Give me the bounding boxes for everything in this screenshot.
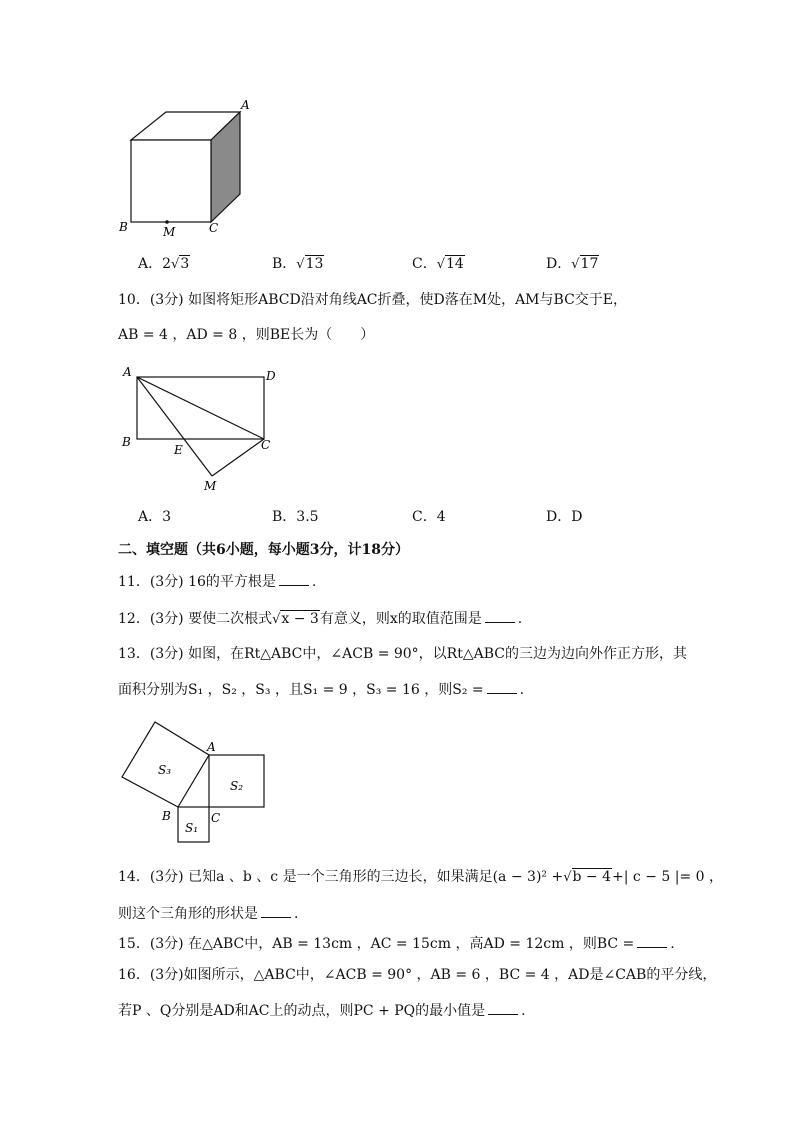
q13-end: . <box>519 682 525 698</box>
q16-end: . <box>521 1003 526 1019</box>
section-heading: 二、填空题（共6小题，每小题3分，计18分） <box>118 542 409 558</box>
q11-text: 11．(3分) 16的平方根是 <box>118 574 276 590</box>
answer-blank[interactable] <box>279 571 309 586</box>
q10-option-c[interactable]: C．4 <box>412 509 446 525</box>
q12-text: 12．(3分) 要使二次根式 <box>118 611 273 627</box>
q14-end: . <box>294 906 299 922</box>
sqrt-sign: √ <box>563 870 572 885</box>
q12 <box>118 608 522 630</box>
label-b: B <box>122 435 131 449</box>
q15 <box>118 933 675 954</box>
pythagoras-squares-figure <box>110 710 280 850</box>
diagonal-ac <box>137 377 264 439</box>
label-b: B <box>162 809 171 823</box>
label-a: A <box>241 98 250 112</box>
sqrt-sign: √ <box>272 612 281 627</box>
q10-line2: AB = 4 ，AD = 8 ，则BE长为（ ） <box>118 327 375 343</box>
label-e: E <box>174 443 183 457</box>
q10-option-d[interactable]: D．D <box>546 509 583 525</box>
q14-line2 <box>118 903 298 924</box>
q9-option-a[interactable] <box>138 254 190 275</box>
label-s1: S₁ <box>185 821 199 835</box>
sqrt-sign: √ <box>436 257 446 272</box>
q14-line1 <box>118 867 723 888</box>
q14-text2: +| c − 5 |= 0 ， <box>612 869 723 885</box>
q14-text3: 则这个三角形的形状是 <box>118 906 258 922</box>
q16-line2 <box>118 1000 526 1021</box>
answer-blank[interactable] <box>485 608 515 623</box>
q16-line1: 16．(3分)如图所示，△ABC中，∠ACB = 90° ，AB = 6 ，BC = 4 ，AD是∠CAB的平分线， <box>118 967 717 983</box>
sqrt-sign: √ <box>171 257 180 272</box>
label-m: M <box>163 225 176 239</box>
radicand: 3 <box>180 256 190 272</box>
point-m <box>165 220 169 224</box>
q13-line2 <box>118 679 524 700</box>
label-c: C <box>211 811 221 825</box>
radicand: b − 4 <box>572 869 611 885</box>
q9-option-c[interactable] <box>412 254 465 275</box>
sqrt-sign: √ <box>571 257 580 272</box>
q12-end: . <box>517 611 523 627</box>
label-m: M <box>204 479 217 493</box>
q10-option-b[interactable]: B．3.5 <box>272 509 319 525</box>
radicand: 17 <box>580 256 599 272</box>
label-c: C <box>209 221 219 235</box>
radicand: 13 <box>305 256 324 272</box>
q15-text: 15．(3分) 在△ABC中，AB = 13cm ，AC = 15cm ，高AD = 12cm ，则BC = <box>118 936 635 952</box>
option-label: C． <box>412 256 437 272</box>
rectangle-fold-figure <box>112 360 292 500</box>
q13-line1: 13．(3分) 如图，在Rt△ABC中，∠ACB = 90°，以Rt△ABC的三边为边向外作正方形，其 <box>118 646 687 662</box>
q14-text: 14．(3分) 已知a 、b 、c 是一个三角形的三边长，如果满足(a − 3)² + <box>118 869 564 885</box>
label-c: C <box>261 438 271 452</box>
q16-text: 若P 、Q分别是AD和AC上的动点，则PC + PQ的最小值是 <box>118 1003 486 1019</box>
label-s3: S₃ <box>158 763 172 777</box>
radicand: x − 3 <box>281 611 319 627</box>
q15-end: . <box>670 936 675 952</box>
answer-blank[interactable] <box>488 1000 518 1015</box>
segment-mc <box>212 439 264 476</box>
answer-blank[interactable] <box>637 933 667 948</box>
label-b: B <box>119 220 128 234</box>
q9-option-d[interactable] <box>546 254 599 275</box>
q10-option-a[interactable]: A．3 <box>138 509 172 525</box>
radicand: 14 <box>446 256 464 272</box>
label-s2: S₂ <box>230 779 244 793</box>
option-label: A．2 <box>138 256 172 272</box>
q10-line1: 10．(3分) 如图将矩形ABCD沿对角线AC折叠，使D落在M处，AM与BC交于E， <box>118 292 627 308</box>
option-label: D． <box>546 256 572 272</box>
label-a: A <box>207 740 216 754</box>
label-d: D <box>266 369 276 383</box>
q11 <box>118 571 316 592</box>
cube-front-face <box>131 140 211 222</box>
answer-blank[interactable] <box>261 903 291 918</box>
q13-text: 面积分别为S₁ ，S₂ ，S₃ ，且S₁ = 9 ，S₃ = 16 ，则S₂ = <box>118 682 484 698</box>
cube-figure <box>110 95 270 245</box>
q9-option-b[interactable] <box>272 254 324 275</box>
segment-am <box>137 377 212 476</box>
sqrt-sign: √ <box>296 257 305 272</box>
option-label: B． <box>272 256 297 272</box>
label-a: A <box>123 365 132 379</box>
q11-end: . <box>311 574 317 590</box>
q12-text2: 有意义，则x的取值范围是 <box>319 611 482 627</box>
answer-blank[interactable] <box>487 679 517 694</box>
